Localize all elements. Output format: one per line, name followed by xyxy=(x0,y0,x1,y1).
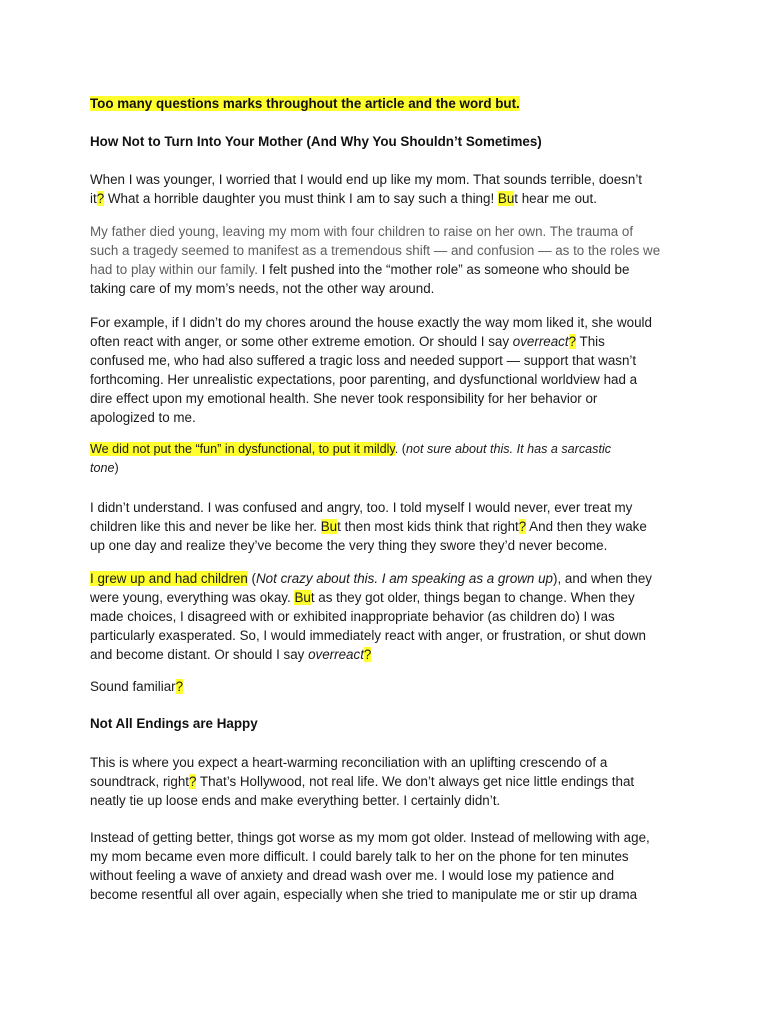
editor-note-highlight: Too many questions marks throughout the article and the word but. xyxy=(90,96,520,111)
question-mark-highlight: ? xyxy=(96,191,105,206)
question-mark-highlight: ? xyxy=(518,519,527,534)
paragraph-4: We did not put the “fun” in dysfunctional, to put it mildly. (not sure about this. It has a sarcastic tone) xyxy=(90,442,612,475)
paragraph-9: Instead of getting better, things got worse as my mom got older. Instead of mellowing with age, my mom became even more difficult. I could barely talk to her on the phone for ten minutes without feeling a wave of anxiety and dread wash over me. I would lose my patience and become resentful all over again, especially when she tried to manipulate me or stir up drama xyxy=(90,830,650,902)
but-highlight: Bu xyxy=(294,590,311,605)
question-mark-highlight: ? xyxy=(189,774,197,789)
sentence-highlight: I grew up and had children xyxy=(90,571,248,586)
question-mark-highlight: ? xyxy=(175,679,184,694)
paragraph-2: My father died young, leaving my mom with four children to raise on her own. The trauma of such a tragedy seemed to manifest as a tremendous shift — and confusion — as to the roles we had to play within our family. I felt pushed into the “mother role” as someone who should be taking care of my mom’s needs, not the other way around. xyxy=(90,224,661,296)
but-highlight: Bu xyxy=(320,519,338,534)
paragraph-3: For example, if I didn’t do my chores around the house exactly the way mom liked it, she would often react with anger, or some other extreme emotion. Or should I say overreact? This confused me, who had also suffered a tragic loss and needed support — support that wasn’t forthcoming. Her unrealistic expectations, poor parenting, and dysfunctional worldview had a dire effect upon my emotional health. She never took responsibility for her behavior or apologized to me. xyxy=(90,315,652,425)
editor-note xyxy=(90,94,520,113)
paragraph-7: Sound familiar? xyxy=(90,679,184,694)
question-mark-highlight: ? xyxy=(568,334,577,349)
paragraph-6: I grew up and had children (Not crazy about this. I am speaking as a grown up), and when they were young, everything was okay. But as they got older, things began to change. When they made choices, I disagreed with or exhibited inappropriate behavior (as children do) I was particularly exasperated. So, I would immediately react with anger, or frustration, or shut down and become distant. Or should I say overreact? xyxy=(90,571,653,662)
section-heading: Not All Endings are Happy xyxy=(90,716,258,731)
paragraph-1: When I was younger, I worried that I would end up like my mom. That sounds terrible, doesn’t it? What a horrible daughter you must think I am to say such a thing! But hear me out. xyxy=(90,172,643,206)
paragraph-5: I didn’t understand. I was confused and angry, too. I told myself I would never, ever treat my children like this and never be like her. But then most kids think that right? And then they wake up one day and realize they’ve become the very thing they swore they’d never become. xyxy=(90,500,647,553)
sentence-highlight: We did not put the “fun” in dysfunctional, to put it mildly xyxy=(90,442,395,456)
article-title: How Not to Turn Into Your Mother (And Why You Shouldn’t Sometimes) xyxy=(90,134,542,149)
editor-comment: not sure about this. It has a sarcastic xyxy=(405,442,612,456)
paragraph-8: This is where you expect a heart-warming reconciliation with an uplifting crescendo of a soundtrack, right? That’s Hollywood, not real life. We don’t always get nice little endings that neatly tie up loose ends and make everything better. I certainly didn’t. xyxy=(90,755,635,808)
but-highlight: Bu xyxy=(497,191,515,206)
editor-comment: Not crazy about this. I am speaking as a grown up xyxy=(256,571,553,586)
question-mark-highlight: ? xyxy=(363,647,372,662)
